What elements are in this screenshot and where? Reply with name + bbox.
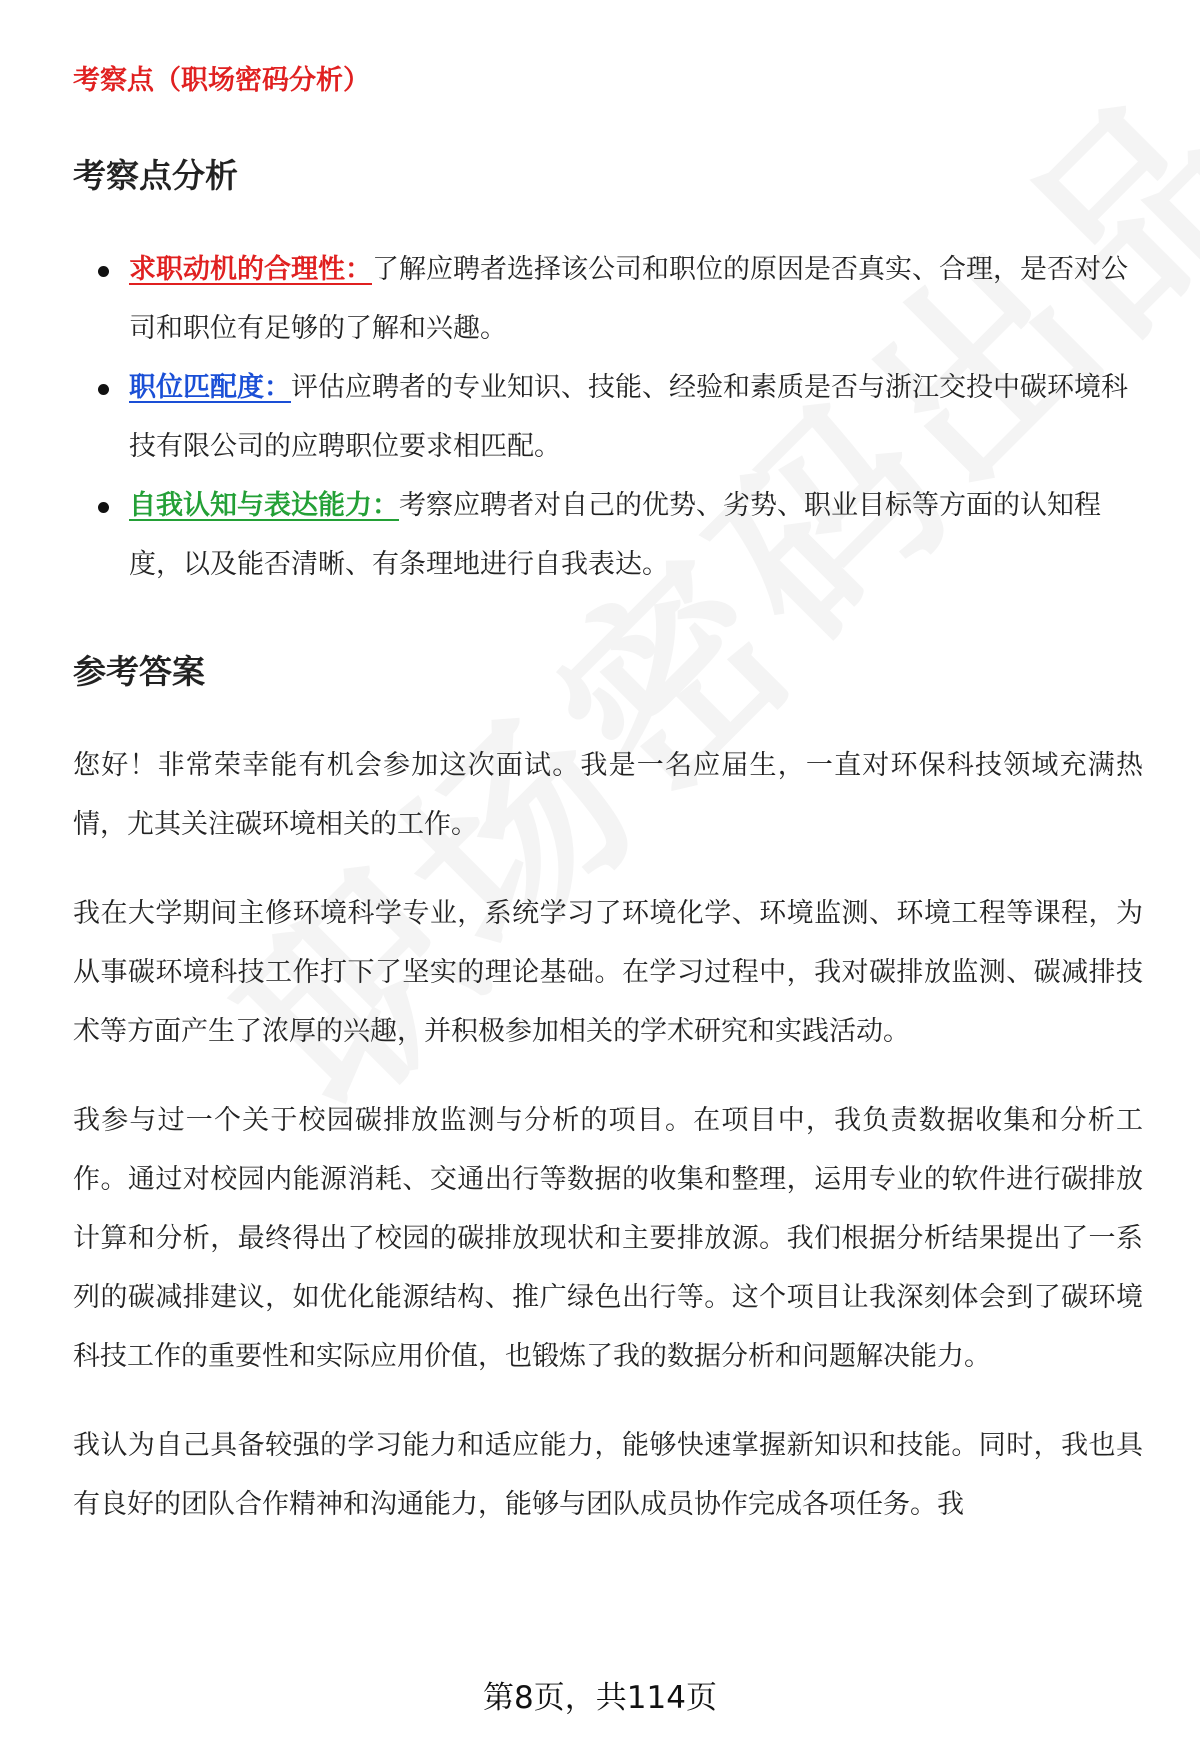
point-keyword-motivation: 求职动机的合理性： bbox=[129, 254, 372, 285]
point-text: 考察应聘者对自己的优势、劣势、职业目标等方面的认知程度，以及能否清晰、有条理地进行自我表达。 bbox=[129, 490, 1101, 580]
answer-paragraph: 我参与过一个关于校园碳排放监测与分析的项目。在项目中，我负责数据收集和分析工作。通过对校园内能源消耗、交通出行等数据的收集和整理，运用专业的软件进行碳排放计算和分析，最终得出了校园的碳排放现状和主要排放源。我们根据分析结果提出了一系列的碳减排建议，如优化能源结构、推广绿色出行等。这个项目让我深刻体会到了碳环境科技工作的重要性和实际应用价值，也锻炼了我的数据分析和问题解决能力。 bbox=[73, 1105, 1143, 1372]
analysis-point-list bbox=[73, 240, 1143, 594]
list-item bbox=[73, 358, 1143, 476]
point-text: 评估应聘者的专业知识、技能、经验和素质是否与浙江交投中碳环境科技有限公司的应聘职位要求相匹配。 bbox=[129, 372, 1128, 462]
list-item bbox=[73, 476, 1143, 594]
point-keyword-job-match: 职位匹配度： bbox=[129, 372, 291, 403]
point-text: 了解应聘者选择该公司和职位的原因是否真实、合理，是否对公司和职位有足够的了解和兴趣。 bbox=[129, 254, 1128, 344]
answer-paragraph: 我在大学期间主修环境科学专业，系统学习了环境化学、环境监测、环境工程等课程，为从事碳环境科技工作打下了坚实的理论基础。在学习过程中，我对碳排放监测、碳减排技术等方面产生了浓厚的兴趣，并积极参加相关的学术研究和实践活动。 bbox=[73, 898, 1143, 1047]
section-tag: 考察点（职场密码分析） bbox=[73, 65, 370, 96]
answer-heading: 参考答案 bbox=[73, 652, 205, 691]
answer-body bbox=[73, 736, 1143, 1564]
document-page bbox=[73, 0, 1143, 1755]
point-keyword-self-awareness: 自我认知与表达能力： bbox=[129, 490, 399, 521]
page-number: 第8页，共114页 bbox=[483, 1680, 717, 1716]
answer-paragraph: 您好！非常荣幸能有机会参加这次面试。我是一名应届生，一直对环保科技领域充满热情，尤其关注碳环境相关的工作。 bbox=[73, 750, 1143, 840]
list-item bbox=[73, 240, 1143, 358]
answer-paragraph: 我认为自己具备较强的学习能力和适应能力，能够快速掌握新知识和技能。同时，我也具有良好的团队合作精神和沟通能力，能够与团队成员协作完成各项任务。我 bbox=[73, 1430, 1143, 1520]
analysis-heading: 考察点分析 bbox=[73, 156, 238, 195]
